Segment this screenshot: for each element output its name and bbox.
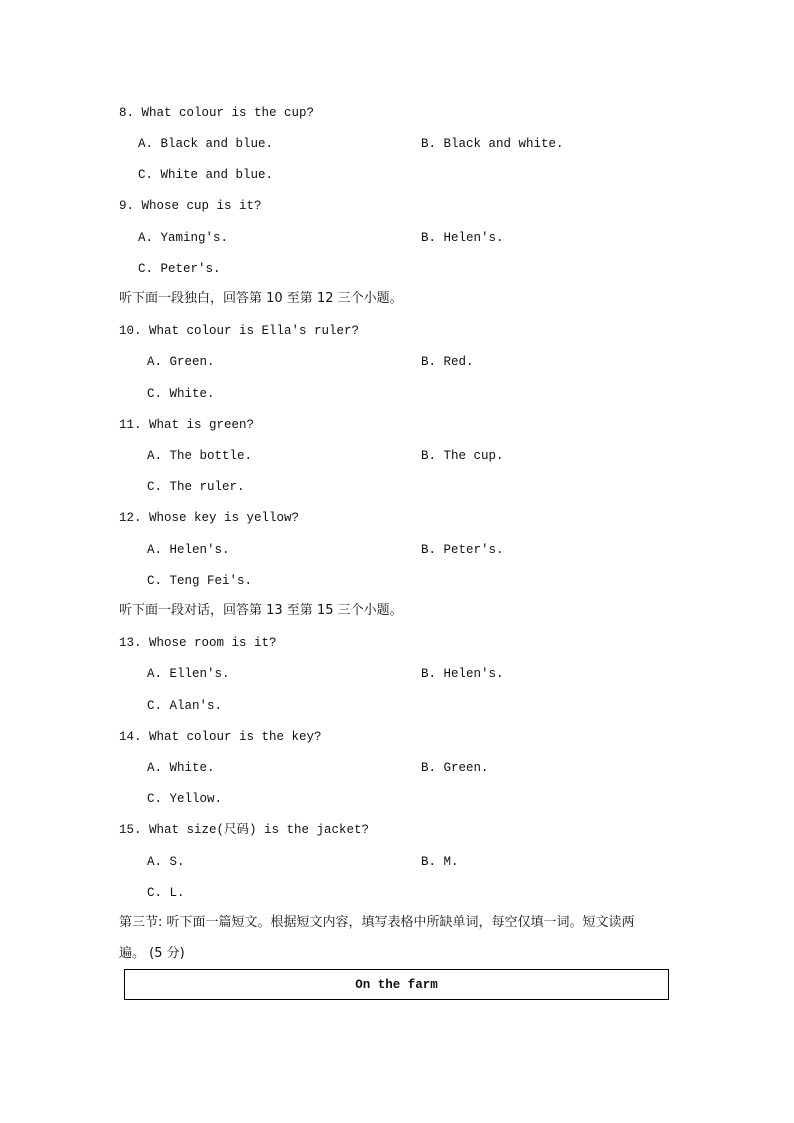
section-3-instruction-line-1: 第三节: 听下面一篇短文。根据短文内容，填写表格中所缺单词，每空仅填一词。短文读两 (119, 915, 635, 930)
question-13-option-c: C. Alan's. (147, 699, 223, 713)
question-12-option-c: C. Teng Fei's. (147, 574, 253, 588)
question-8-option-b: B. Black and white. (421, 137, 564, 151)
question-10-option-b: B. Red. (421, 355, 474, 369)
question-15-option-b: B. M. (421, 855, 459, 869)
section-monologue-instruction: 听下面一段独白，回答第 10 至第 12 三个小题。 (119, 291, 403, 306)
table-title: On the farm (355, 977, 438, 992)
question-8-stem: 8. What colour is the cup? (119, 106, 315, 120)
question-9-stem: 9. Whose cup is it? (119, 199, 262, 213)
question-10-option-a: A. Green. (147, 355, 215, 369)
question-13-option-b: B. Helen's. (421, 667, 504, 681)
question-11-option-b: B. The cup. (421, 449, 504, 463)
question-10-option-c: C. White. (147, 387, 215, 401)
question-14-stem: 14. What colour is the key? (119, 730, 322, 744)
question-15-option-c: C. L. (147, 886, 185, 900)
table-title-cell (124, 969, 669, 1000)
question-11-option-c: C. The ruler. (147, 480, 245, 494)
question-9-option-a: A. Yaming's. (138, 231, 229, 245)
question-14-option-a: A. White. (147, 761, 215, 775)
question-14-option-c: C. Yellow. (147, 792, 223, 806)
question-10-stem: 10. What colour is Ella's ruler? (119, 324, 360, 338)
question-9-option-c: C. Peter's. (138, 262, 221, 276)
question-8-option-c: C. White and blue. (138, 168, 274, 182)
question-13-option-a: A. Ellen's. (147, 667, 230, 681)
question-9-option-b: B. Helen's. (421, 231, 504, 245)
section-dialogue-instruction: 听下面一段对话，回答第 13 至第 15 三个小题。 (119, 603, 403, 618)
question-13-stem: 13. Whose room is it? (119, 636, 277, 650)
question-8-option-a: A. Black and blue. (138, 137, 274, 151)
question-12-stem: 12. Whose key is yellow? (119, 511, 300, 525)
question-14-option-b: B. Green. (421, 761, 489, 775)
question-11-option-a: A. The bottle. (147, 449, 253, 463)
question-12-option-b: B. Peter's. (421, 543, 504, 557)
question-11-stem: 11. What is green? (119, 418, 255, 432)
section-3-instruction-line-2: 遍。 (5 分) (119, 946, 185, 961)
question-15-option-a: A. S. (147, 855, 185, 869)
question-15-stem: 15. What size(尺码) is the jacket? (119, 823, 370, 837)
question-12-option-a: A. Helen's. (147, 543, 230, 557)
